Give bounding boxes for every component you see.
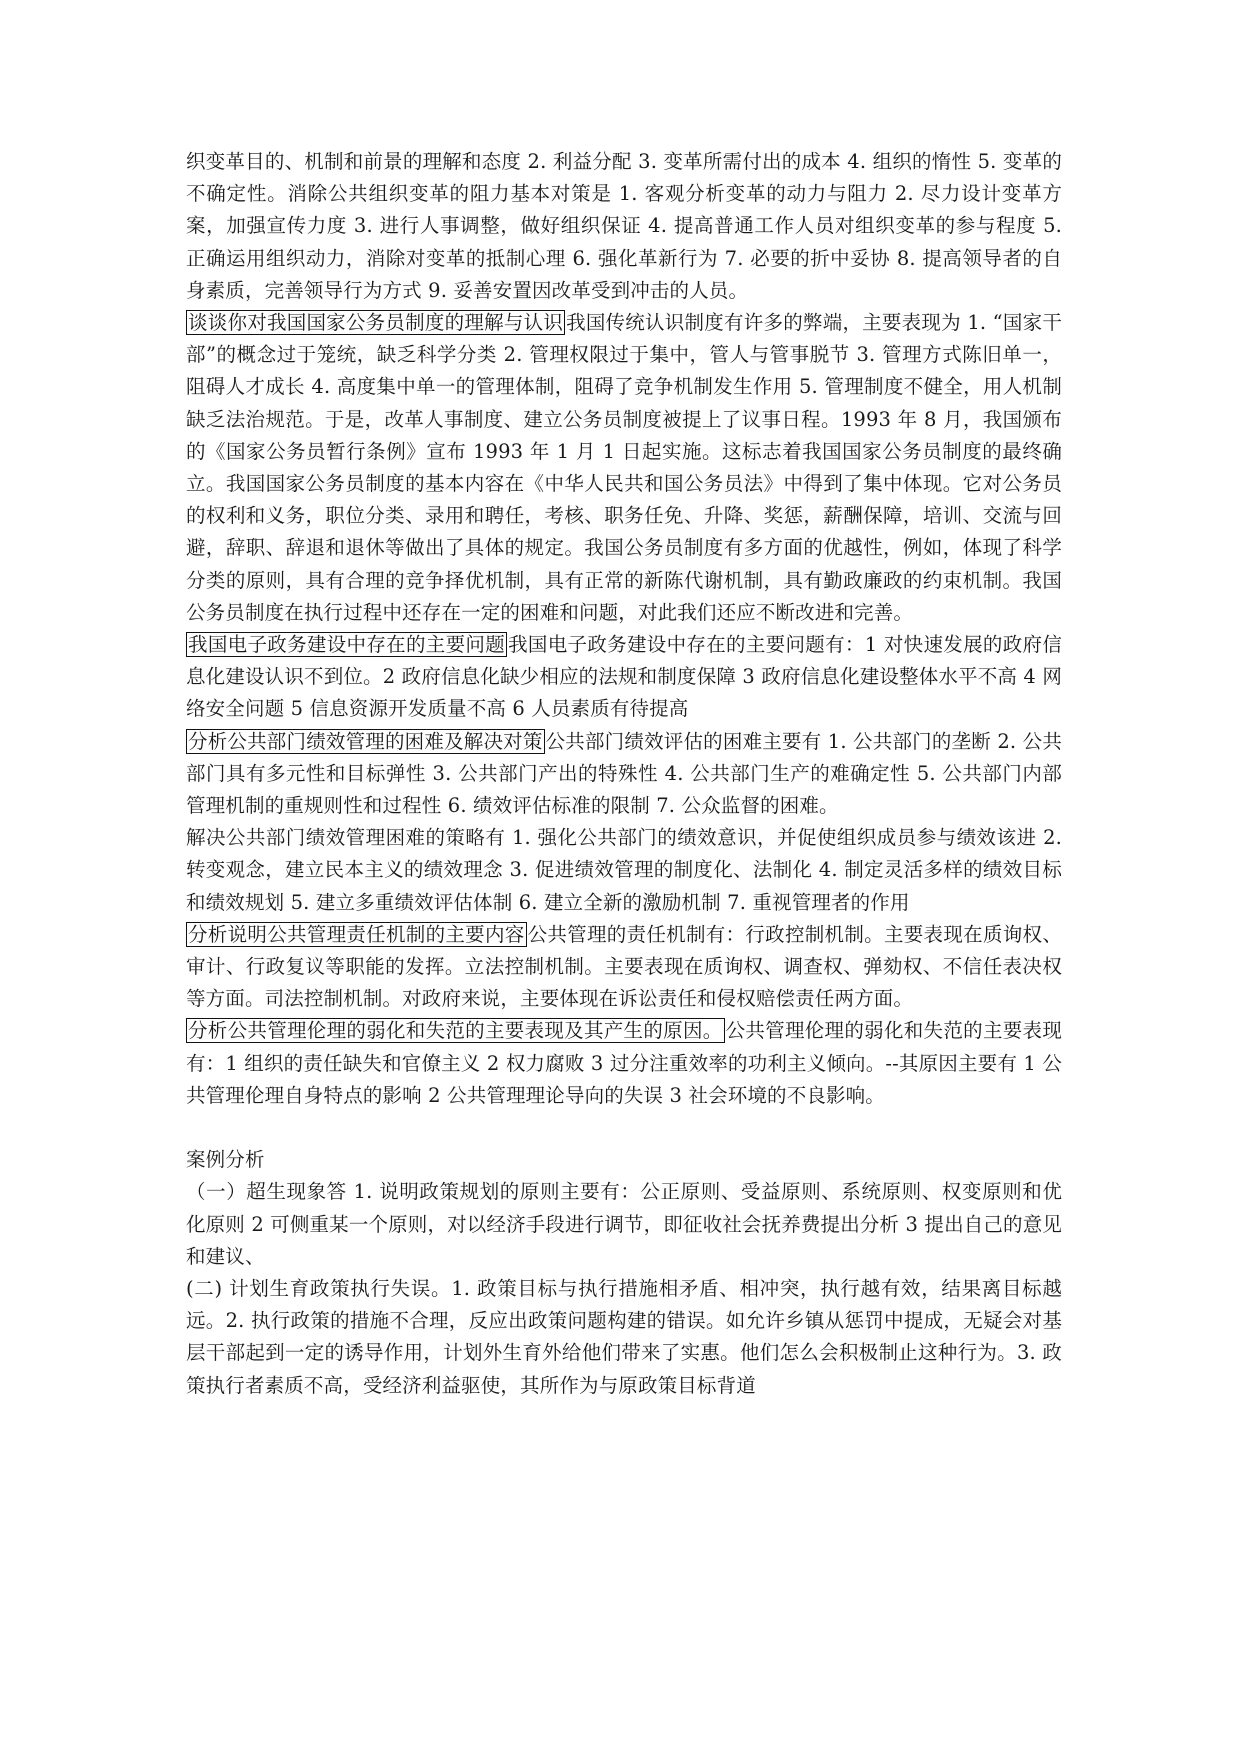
case-item-1: （一）超生现象答 1. 说明政策规划的原则主要有：公正原则、受益原则、系统原则、权变原则和优化原则 2 可侧重某一个原则，对以经济手段进行调节，即征收社会抚养费提出分析 3 提出自己的意见和建议、 xyxy=(186,1180,1062,1268)
answer-text: 公共管理伦理的弱化和失范的主要表现有：1 组织的责任缺失和官僚主义 2 权力腐败 3 过分注重效率的功利主义倾向。--其原因主要有 1 公共管理伦理自身特点的影响 2 公共管理理论导向的失误 3 社会环境的不良影响。 xyxy=(186,1019,1062,1107)
case-item-2: (二) 计划生育政策执行失误。1. 政策目标与执行措施相矛盾、相冲突，执行越有效，结果离目标越远。2. 执行政策的措施不合理，反应出政策问题构建的错误。如允许乡镇从惩罚中提成，无疑会对基层干部起到一定的诱导作用，计划外生育外给他们带来了实惠。他们怎么会积极制止这种行为。3. 政策执行者素质不高，受经济利益驱使，其所作为与原政策目标背道 xyxy=(186,1276,1062,1397)
intro-paragraph: 织变革目的、机制和前景的理解和态度 2. 利益分配 3. 变革所需付出的成本 4. 组织的惰性 5. 变革的不确定性。消除公共组织变革的阻力基本对策是 1. 客观分析变革的动力与阻力 2. 尽力设计变革方案，加强宣传力度 3. 进行人事调整，做好组织保证 4. 提高普通工作人员对组织变革的参与程度 5. 正确运用组织动力，消除对变革的抵制心理 6. 强化革新行为 7. 必要的折中妥协 8. 提高领导者的自身素质，完善领导行为方式 9. 妥善安置因改革受到冲击的人员。 xyxy=(186,150,1062,302)
answer-text: 我国传统认识制度有许多的弊端，主要表现为 1. “国家干部”的概念过于笼统，缺乏科学分类 2. 管理权限过于集中，管人与管事脱节 3. 管理方式陈旧单一，阻碍人才成长 4. 高度集中单一的管理体制，阻碍了竞争机制发生作用 5. 管理制度不健全，用人机制缺乏法治规范。于是，改革人事制度、建立公务员制度被提上了议事日程。1993 年 8 月，我国颁布的《国家公务员暂行条例》宣布 1993 年 1 月 1 日起实施。这标志着我国国家公务员制度的最终确立。我国国家公务员制度的基本内容在《中华人民共和国公务员法》中得到了集中体现。它对公务员的权利和义务，职位分类、录用和聘任，考核、职务任免、升降、奖惩，薪酬保障，培训、交流与回避，辞职、辞退和退休等做出了具体的规定。我国公务员制度有多方面的优越性，例如，体现了科学分类的原则，具有合理的竞争择优机制，具有正常的新陈代谢机制，具有勤政廉政的约束机制。我国公务员制度在执行过程中还存在一定的困难和问题，对此我们还应不断改进和完善。 xyxy=(186,311,1063,624)
question-title-boxed: 我国电子政务建设中存在的主要问题 xyxy=(188,633,506,657)
case-heading: 案例分析 xyxy=(186,1148,265,1172)
question-title-boxed: 分析公共部门绩效管理的困难及解决对策 xyxy=(188,729,543,753)
question-e-government xyxy=(186,629,1062,726)
question-performance xyxy=(186,726,1062,823)
section-gap xyxy=(186,1112,1062,1144)
question-ethics xyxy=(186,1015,1062,1112)
question-title-boxed: 谈谈你对我国国家公务员制度的理解与认识 xyxy=(188,311,564,335)
question-accountability xyxy=(186,919,1062,1016)
question-title-boxed: 分析说明公共管理责任机制的主要内容 xyxy=(188,922,525,946)
performance-strategies: 解决公共部门绩效管理困难的策略有 1. 强化公共部门的绩效意识，并促使组织成员参与绩效该进 2. 转变观念，建立民本主义的绩效理念 3. 促进绩效管理的制度化、法制化 4. 制定灵活多样的绩效目标和绩效规划 5. 建立多重绩效评估体制 6. 建立全新的激励机制 7. 重视管理者的作用 xyxy=(186,826,1062,914)
question-civil-servant xyxy=(186,307,1062,629)
answer-text: 公共部门绩效评估的困难主要有 1. 公共部门的垄断 2. 公共部门具有多元性和目标弹性 3. 公共部门产出的特殊性 4. 公共部门生产的难确定性 5. 公共部门内部管理机制的重规则性和过程性 6. 绩效评估标准的限制 7. 公众监督的困难。 xyxy=(186,729,1062,818)
answer-text: 我国电子政务建设中存在的主要问题有：1 对快速发展的政府信息化建设认识不到位。2 政府信息化缺少相应的法规和制度保障 3 政府信息化建设整体水平不高 4 网络安全问题 5 信息资源开发质量不高 6 人员素质有待提高 xyxy=(186,633,1062,721)
document-page xyxy=(186,146,1062,1402)
question-title-boxed: 分析公共管理伦理的弱化和失范的主要表现及其产生的原因。 xyxy=(188,1019,723,1043)
answer-text: 公共管理的责任机制有：行政控制机制。主要表现在质询权、审计、行政复议等职能的发挥。立法控制机制。主要表现在质询权、调查权、弹劾权、不信任表决权等方面。司法控制机制。对政府来说，主要体现在诉讼责任和侵权赔偿责任两方面。 xyxy=(186,922,1062,1011)
